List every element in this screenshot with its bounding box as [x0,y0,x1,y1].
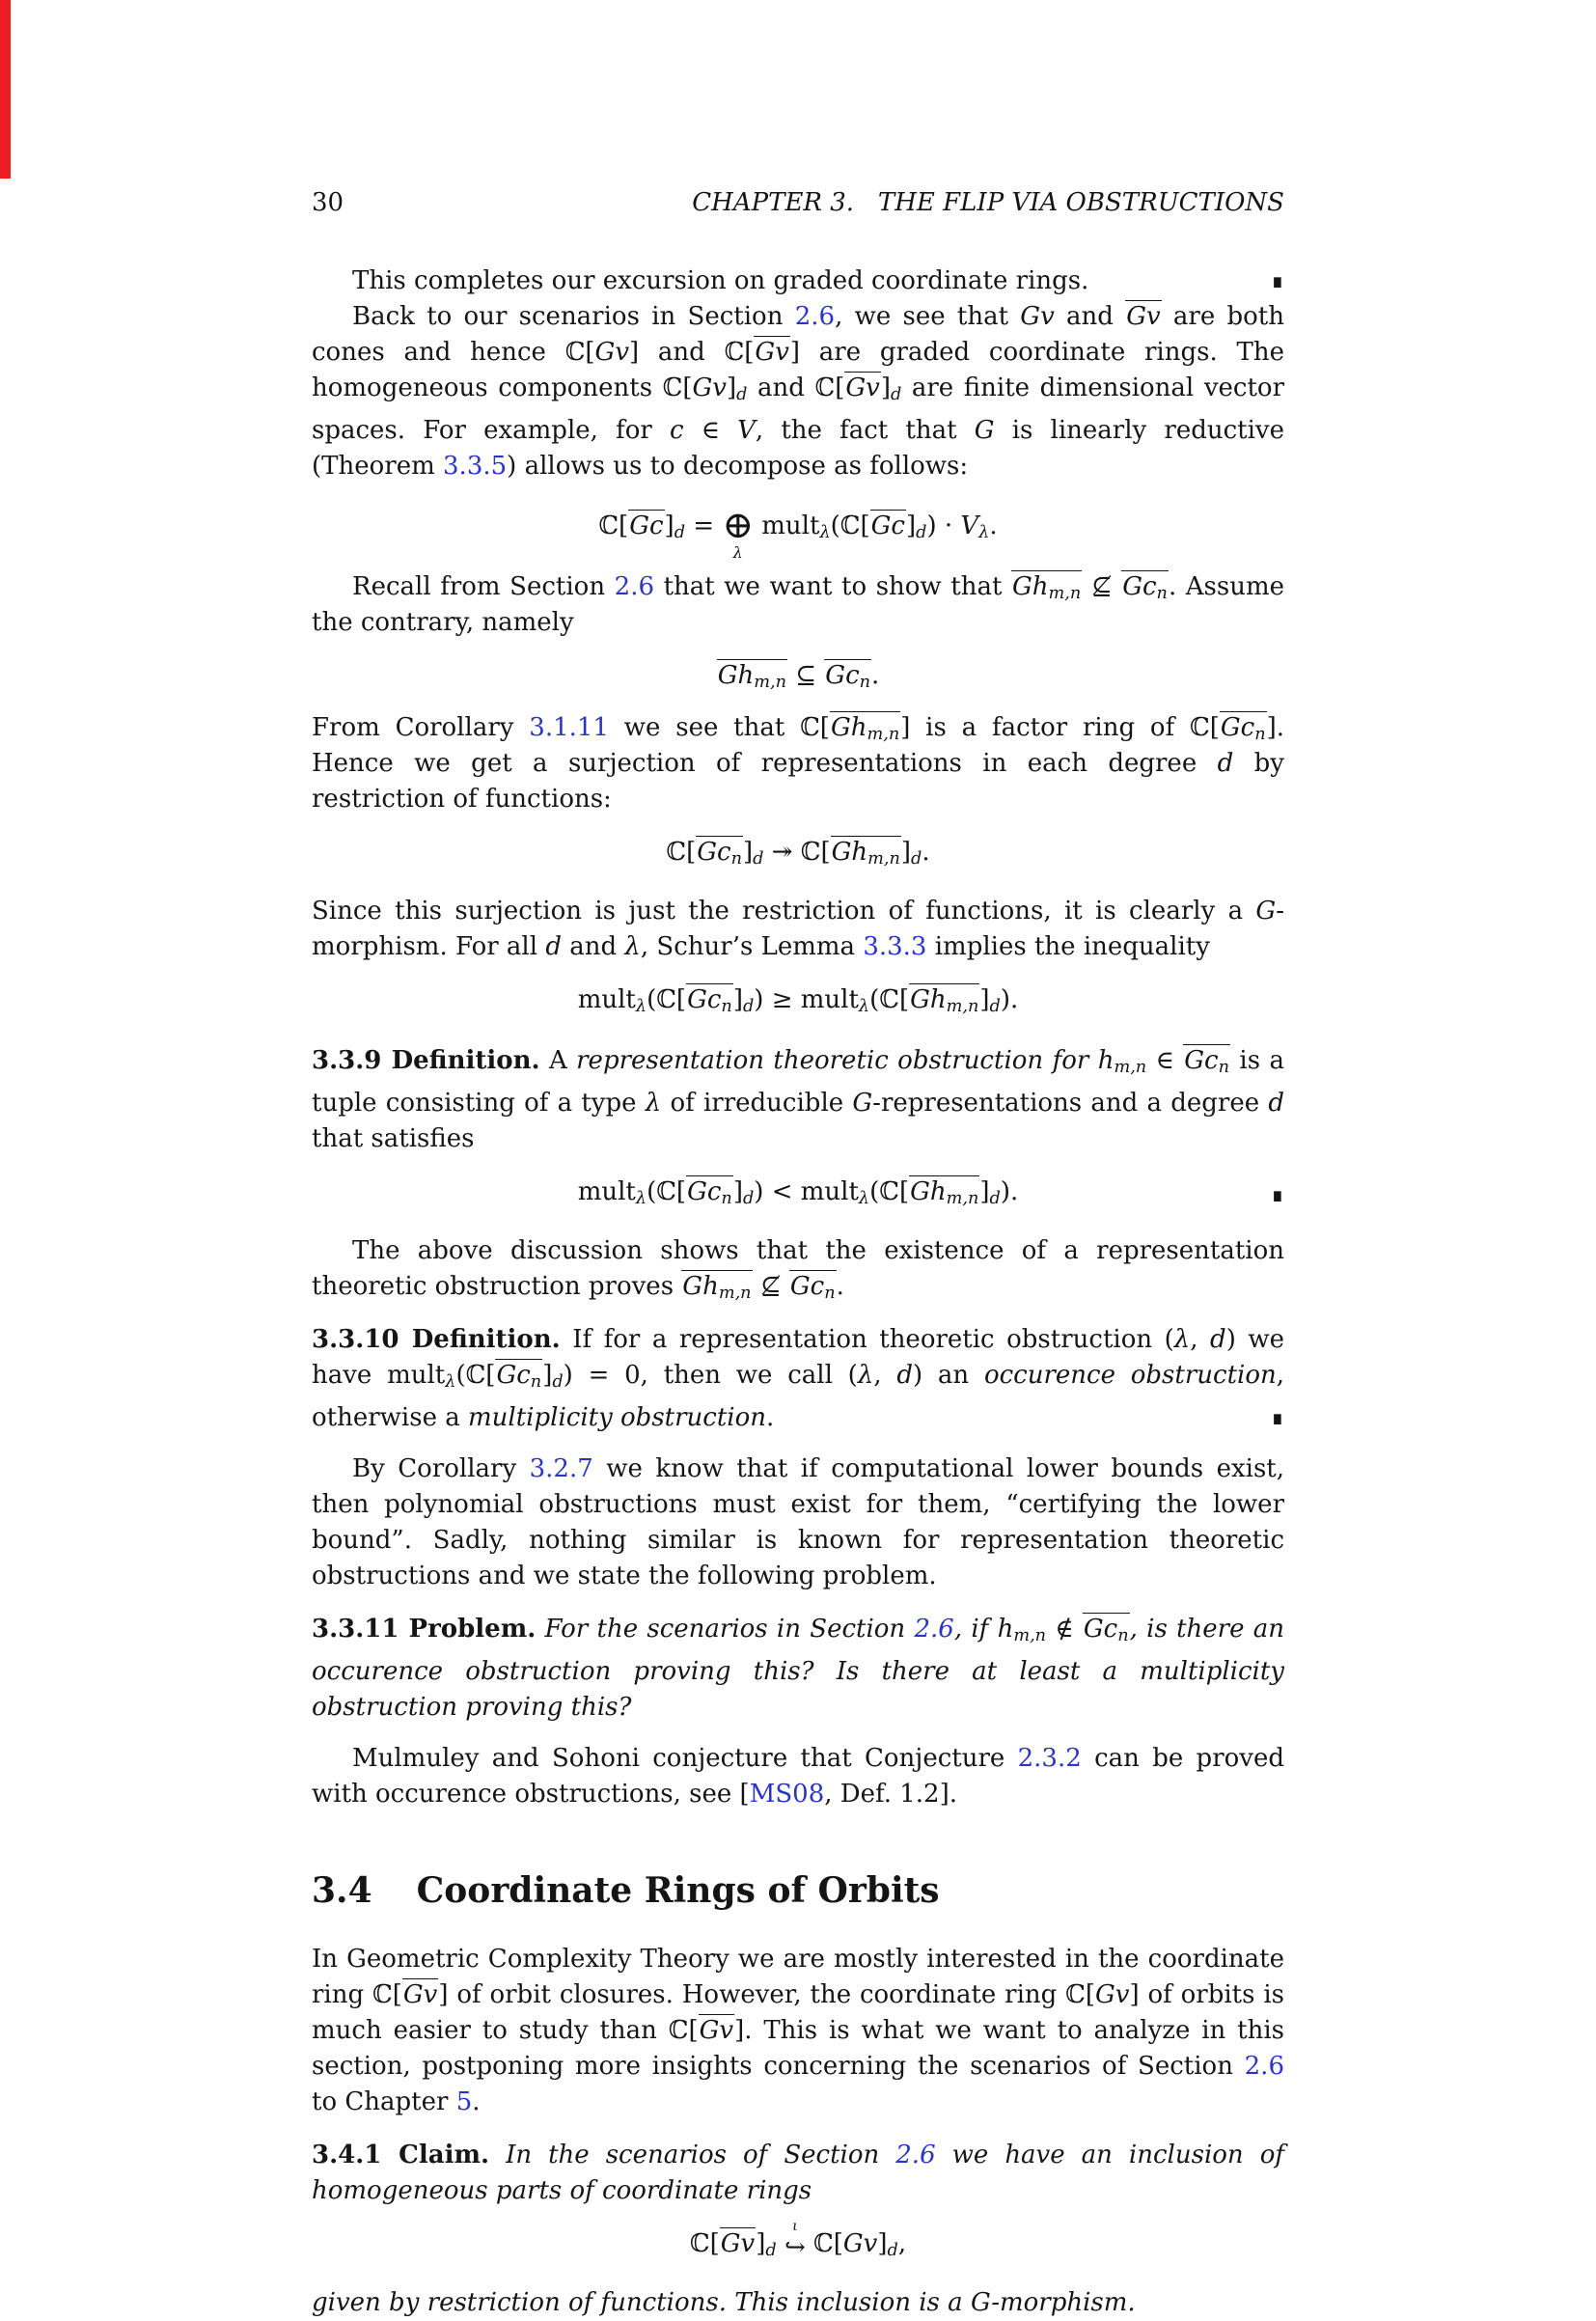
text-run: ⊈ [752,1271,789,1301]
ref-link[interactable]: 3.2.7 [529,1453,593,1483]
ref-link[interactable]: 3.3.5 [443,451,508,481]
text-run: Gc [870,511,905,541]
text-run: Gv [699,2015,734,2045]
text-run: we see that ℂ[ [608,713,830,743]
text-run: A [539,1046,577,1076]
text-run: m,n [867,725,900,745]
text-run: d [989,1188,1001,1208]
text-run: d [1217,749,1234,779]
text-run: Gc [697,838,731,868]
page-column [312,0,1284,2321]
ref-link[interactable]: 3.3.3 [863,932,927,962]
stack-below: λ [732,544,743,563]
text-run: are both cones and hence ℂ[ [312,302,1284,367]
section-number: 3.4 [312,1869,372,1911]
text-run [722,504,755,563]
text-run: Gv [692,373,727,402]
text-run [1083,1613,1130,1645]
text-run: ] and ℂ[ [629,338,755,367]
text-run: we have an inclusion of homogeneous parts of coordinate rings [312,2140,1284,2205]
text-run [681,1270,752,1303]
text-run: n [1218,1058,1229,1078]
text-run: n [1117,1625,1129,1645]
text-run [1125,300,1161,332]
equation-mult-inequality [312,981,1284,1026]
text-run: Since this surjection is just the restriction of functions, it is clearly a [312,897,1256,926]
text-run: multiplicity obstruction [468,1402,767,1432]
text-run: ] [726,373,737,402]
text-run: In the scenarios of Section [489,2140,896,2169]
text-run: d [753,849,764,870]
text-run: m,n [754,673,786,693]
text-run: n [721,1188,732,1208]
text-run: 3.3.9 Definition. [312,1046,540,1076]
text-run: Gv [1095,1979,1130,2009]
text-run: can be proved with occurence obstructions, see [ [312,1743,1284,1809]
text-run: Gv [720,2228,756,2258]
text-run [909,1175,979,1208]
text-run [720,2227,756,2259]
text-run [495,1359,542,1392]
text-run: ] of orbit closures. However, the coordinate ring ℂ[ [438,1979,1095,2009]
text-run: n [824,1283,836,1303]
text-run: Gh [682,1271,719,1301]
paragraph-schur [312,894,1284,965]
text-run: ] [664,511,674,541]
text-run: ) = 0, then we call ( [563,1360,858,1390]
text-run: n [730,849,742,870]
text-run: d [736,384,748,404]
qed-symbol: ∎ [1271,1405,1284,1430]
text-run: h [1097,1046,1114,1076]
text-run: and ℂ[ [747,373,845,402]
text-run [699,2014,734,2046]
text-run: ] of orbits is much easier to study than ℂ[ [312,1979,1284,2045]
text-run: ∉ [1046,1614,1083,1644]
text-run: If for a representation theoretic obstruction ( [560,1324,1174,1354]
text-run: V [737,415,756,445]
qed-symbol: ∎ [1271,269,1284,293]
text-run: . Assume the contrary, namely [312,572,1285,638]
text-run [696,836,743,869]
text-run: and [1054,302,1126,331]
stack-mid: ⊕ [722,504,755,548]
text-run: Gv [402,1979,438,2009]
text-run: Gv [1020,302,1055,331]
problem-3-3-11 [312,1612,1284,1726]
text-run [909,983,979,1016]
text-run: G [852,1089,873,1119]
ref-link[interactable]: 5 [455,2086,473,2116]
text-run: Gc [1184,1046,1219,1076]
text-run: given by restriction of functions. This inclusion is a [312,2287,971,2317]
text-run: (ℂ[ [830,511,870,541]
text-run: (ℂ[ [455,1360,496,1390]
text-run: is linearly reductive (Theorem [312,415,1284,481]
text-run: λ [645,1089,662,1119]
text-run: that we want to show that [654,572,1011,602]
text-run: -representations and a degree [872,1089,1269,1119]
text-run: Gh [910,1177,947,1207]
text-run: ] is a factor ring of ℂ[ [900,713,1220,743]
text-run: ] [877,2228,888,2258]
text-run: Gh [1011,572,1049,602]
text-run: mult [577,985,636,1015]
text-run: V [960,511,979,541]
text-run: (ℂ[ [647,1177,687,1207]
text-run: This completes our excursion on graded coordinate rings. [352,266,1089,295]
text-run: ] [880,373,891,402]
text-run: , we see that [835,302,1021,331]
text-run: Gv [1126,302,1161,331]
stack-above: ι [792,2218,798,2234]
text-run: h [997,1614,1014,1644]
text-run [777,2229,784,2258]
text-run: λ [857,1360,874,1390]
text-run: d [552,1371,564,1392]
text-run: ) allows us to decompose as follows: [507,451,969,481]
text-run: λ [858,1188,870,1208]
qed-symbol: ∎ [1271,1182,1284,1207]
text-run: to Chapter [312,2086,456,2116]
ref-link[interactable]: 2.6 [914,1614,954,1644]
text-run: ]. This is what we want to analyze in this section, postponing more insights concerning the scenarios of Section [312,2015,1284,2081]
text-run: Back to our scenarios in Section [352,302,795,331]
text-run: d [545,932,562,962]
paragraph-by-corollary [312,1451,1284,1594]
text-run: are finite dimensional vector spaces. For example, for [312,373,1284,445]
text-run: mult [754,511,820,541]
text-run [754,336,789,368]
text-run: d [1268,1089,1284,1119]
text-run: Gh [717,661,755,691]
paragraph-closing-remark [312,263,1284,299]
text-run: Gc [825,661,860,691]
text-run: Mulmuley and Sohoni conjecture that Conjecture [352,1743,1018,1773]
text-run [686,983,733,1016]
text-run: = [685,511,723,541]
text-run: d [742,997,755,1017]
text-run: d [765,2240,777,2260]
text-run: . [836,1271,844,1301]
text-run: λ [445,1371,456,1392]
text-run: , if [953,1614,998,1644]
text-run: d [890,384,902,404]
text-run: ) we have mult [312,1324,1284,1390]
text-run: that satisfies [312,1124,475,1154]
text-run: . [989,511,998,541]
text-run: ) · [926,511,961,541]
text-run: ] [732,985,743,1015]
text-run: -morphism. [991,2287,1136,2317]
ref-link[interactable]: MS08 [749,1779,825,1809]
text-run: ] are graded coordinate rings. The homogeneous components ℂ[ [312,338,1284,402]
paragraph-back-to-scenarios [312,299,1284,484]
text-run: we know that if computational lower bounds exist, then polynomial obstructions must exist for them, “certifying the lower bound”. Sadly, nothing similar is known for representation theoretic obstructions and we state the following problem. [312,1453,1285,1590]
text-run: G [974,415,995,445]
text-run: (ℂ[ [869,985,910,1015]
text-run [844,372,880,403]
text-run [789,1270,837,1303]
paragraph-gct-intro [312,1942,1284,2120]
text-run: ]. Hence we get a surjection of representations in each degree [312,713,1285,779]
text-run: ] [979,985,990,1015]
text-run: implies the inequality [926,932,1210,962]
text-run: 3.3.11 Problem. [312,1614,537,1644]
equation-surjection [312,833,1284,878]
text-run: mult [577,1177,636,1207]
text-run: λ [624,932,641,962]
text-run: , is there an occurence obstruction proving this? Is there at least a multiplicity obstruction proving this? [312,1614,1284,1722]
text-run: d [887,2240,898,2260]
page-header [312,188,1284,217]
equation-decomposition [312,500,1284,563]
text-run: λ [635,1188,647,1208]
ref-link[interactable]: 3.1.11 [529,713,609,743]
section-heading [312,1870,1284,1911]
text-run: , [1190,1324,1211,1354]
text-run: m,n [946,997,979,1017]
text-run: ] [900,838,912,868]
text-run [824,659,871,692]
text-run: (ℂ[ [869,1177,910,1207]
text-run: ℂ[ [805,2228,843,2258]
text-run: d [674,523,685,543]
text-run [402,1978,438,2010]
text-run: λ [1173,1324,1191,1354]
text-run: Gh [910,985,947,1015]
text-run: 3.3.10 Definition. [312,1324,561,1354]
text-run: Gc [496,1360,531,1390]
text-run: d [911,849,922,870]
text-run [686,1175,733,1208]
equation-obstruction-inequality [312,1173,1284,1218]
text-run: Gh [830,713,867,743]
text-run: m,n [1114,1058,1147,1078]
text-run: representation theoretic obstruction for [576,1046,1098,1076]
paragraph-claim-end [312,2285,1284,2321]
text-run: d [896,1360,914,1390]
text-run: Gc [687,1177,722,1207]
text-run: Gv [845,373,880,402]
text-run: , Schur’s Lemma [640,932,864,962]
text-run: . [871,661,880,691]
text-run: m,n [1013,1625,1047,1645]
text-run: (ℂ[ [647,985,687,1015]
text-run: Gv [755,338,789,367]
paragraph-above-discussion [312,1233,1284,1305]
text-run [831,836,901,869]
text-run: , Def. 1.2]. [824,1779,957,1809]
text-run: , the fact that [755,415,975,445]
red-marker [0,0,11,179]
text-run: In Geometric Complexity Theory we are mostly interested in the coordinate ring ℂ[ [312,1944,1284,2009]
text-run: n [721,997,732,1017]
section-title: Coordinate Rings of Orbits [416,1869,940,1911]
text-run [628,510,664,541]
equation-hook-inclusion [312,2218,1284,2270]
text-run: G [1255,897,1277,926]
ref-link[interactable]: 2.6 [794,302,836,331]
ref-link[interactable]: 2.6 [614,572,655,602]
text-run: Gh [831,838,868,868]
text-run: ∈ [1146,1046,1184,1076]
text-run: -morphism. For all [312,897,1284,962]
text-run: is a tuple consisting of a type [312,1046,1284,1119]
definition-3-3-10 [312,1322,1284,1436]
text-run: . [472,2086,481,2116]
text-run: ] [756,2228,766,2258]
text-run: ⊈ [1082,572,1122,602]
ref-link[interactable]: 2.6 [895,2140,936,2169]
text-run: λ [978,523,990,543]
text-run: ) an [913,1360,984,1390]
text-run: m,n [1048,584,1082,604]
text-run: ] [742,838,754,868]
text-run: ℂ[ [689,2228,720,2258]
text-run: c [669,415,684,445]
text-run: . [922,838,930,868]
text-run: occurence obstruction [983,1360,1277,1390]
text-run [1220,711,1267,744]
text-run: d [989,997,1001,1017]
text-run: Gc [629,511,664,541]
text-run: ] [979,1177,990,1207]
page-number: 30 [312,188,344,217]
text-run [1183,1044,1230,1077]
ref-link[interactable]: 2.6 [1244,2051,1284,2081]
text-run: , [897,2228,907,2258]
text-run: m,n [867,849,900,870]
text-run: and [561,932,625,962]
ref-link[interactable]: 2.3.2 [1017,1743,1082,1773]
text-run: From Corollary [312,713,530,743]
text-run: Gc [687,985,722,1015]
text-run: For the scenarios in Section [536,1614,915,1644]
text-run: n [1156,584,1168,604]
chapter-running-header: CHAPTER 3. THE FLIP VIA OBSTRUCTIONS [692,188,1284,217]
text-run: , otherwise a [312,1360,1285,1432]
text-run: ⊆ [786,661,825,691]
text-run: ∈ [683,415,738,445]
text-run: ) ≥ mult [754,985,859,1015]
text-run: ] [732,1177,743,1207]
definition-3-3-9 [312,1043,1284,1157]
stack-mid: ↪ [784,2232,806,2262]
paragraph-mulmuley-sohoni [312,1741,1284,1812]
text-run: ] [905,511,917,541]
text-run: λ [635,997,647,1017]
text-run: λ [858,997,870,1017]
text-run: Gv [842,2228,878,2258]
text-run: ). [1000,985,1019,1015]
text-run: n [530,1371,542,1392]
text-run: Gc [1083,1614,1118,1644]
text-run: of irreducible [661,1089,853,1119]
text-run: Gc [1220,713,1255,743]
text-run: G [970,2287,992,2317]
claim-3-4-1 [312,2138,1284,2209]
text-run: by restriction of functions: [312,749,1284,815]
text-run: d [916,523,927,543]
text-run: ] [542,1360,553,1390]
text-run [717,659,787,692]
text-run [870,510,906,541]
text-run: The above discussion shows that the existence of a representation theoretic obstruction proves [312,1235,1284,1301]
text-run: λ [819,523,831,543]
text-run: Recall from Section [352,572,615,602]
paragraph-factor-ring [312,710,1284,817]
text-run: ℂ[ [598,511,629,541]
text-run [830,711,900,744]
text-run: ). [1000,1177,1019,1207]
text-run: m,n [946,1188,979,1208]
text-run [1121,570,1169,603]
text-run: Gc [1122,572,1157,602]
paragraph-recall [312,569,1284,641]
text-run: ℂ[ [666,838,697,868]
text-run: . [766,1402,775,1432]
text-run: n [859,673,871,693]
text-run: ) < mult [754,1177,859,1207]
text-run: 3.4.1 Claim. [312,2140,490,2169]
text-run: d [1210,1324,1226,1354]
text-run: Gc [789,1271,825,1301]
text-run: n [1254,725,1266,745]
text-run [784,2220,806,2260]
text-run: By Corollary [352,1453,530,1483]
equation-inclusion-assumption [312,656,1284,695]
text-run [1011,570,1082,603]
text-run: , [873,1360,897,1390]
text-run: ↠ ℂ[ [763,838,831,868]
text-run: m,n [718,1283,752,1303]
text-run: Gv [594,338,630,367]
text-run: d [742,1188,755,1208]
